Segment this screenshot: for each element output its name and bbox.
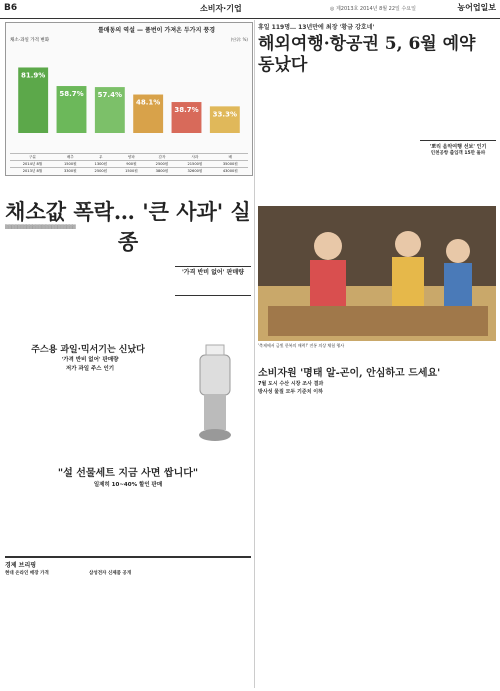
pull-quote-text: '가격 반비 없어' 판매량 <box>181 269 245 276</box>
table-cell: 900원 <box>116 161 147 168</box>
article-column <box>258 82 334 200</box>
bar-value-label: 38.7% <box>174 106 199 115</box>
table-cell: 2014년 8월 <box>10 161 55 168</box>
article-column <box>5 378 85 456</box>
main-headline: 채소값 폭락… '큰 사과' 실종 <box>5 199 251 254</box>
table-cell: 구분 <box>10 154 55 161</box>
article-column <box>258 400 334 686</box>
table-cell: 1500원 <box>116 168 147 175</box>
deck-line: '가격 반비 없어' 판매량 <box>61 357 119 363</box>
table-cell: 32600원 <box>177 168 212 175</box>
table-row <box>10 161 248 168</box>
table-cell: 2500원 <box>86 168 117 175</box>
article-column <box>175 296 251 336</box>
deck-line: 7월 도시 수산 시장 조사 결과 <box>258 381 324 387</box>
table-row <box>10 168 248 175</box>
article-column: ▒▒▒▒▒▒▒▒▒▒▒▒▒▒▒▒▒▒▒▒▒▒▒ <box>5 224 76 229</box>
article-column <box>89 578 169 683</box>
chart-title: 틀매동의 역설 — 품번이 가져온 두가지 풍경 <box>98 27 216 34</box>
article-column <box>90 224 170 336</box>
table-cell: 1500원 <box>55 161 86 168</box>
pull-quote <box>175 266 251 296</box>
article-column <box>175 492 251 552</box>
article-column <box>5 492 85 552</box>
page-header <box>0 0 500 19</box>
mid-deck: 인천공항 출입객 15만 돌파 <box>430 151 486 156</box>
subhead-deck: 일제히 10~40% 할인 판매 <box>93 482 163 488</box>
fish-headline: 소비자원 '명태 알-곤이, 안심하고 드세요' <box>258 368 441 379</box>
table-cell: 43000원 <box>213 168 248 175</box>
article-column <box>173 566 251 683</box>
deck-line: 방사성 물질 모두 기준치 이하 <box>258 389 323 395</box>
table-cell: 3800원 <box>147 168 178 175</box>
briefing-item: 삼성전자 신제품 공개 <box>89 571 132 576</box>
table-cell: 2500원 <box>147 161 178 168</box>
article-column <box>420 380 496 686</box>
newspaper-name: 농어업일보 <box>457 2 496 12</box>
deck-line: 저가 과일 주스 인기 <box>65 366 115 372</box>
juicer-photo <box>180 340 250 450</box>
table-cell: 배추 <box>55 154 86 161</box>
chart-subtitle: 채소·과일 가격 변화 <box>10 38 50 43</box>
article-column <box>90 378 175 456</box>
bar-value-label: 81.9% <box>21 71 46 80</box>
price-infographic <box>5 22 253 176</box>
table-cell: 사과 <box>177 154 212 161</box>
table-cell: 2013년 8월 <box>10 168 55 175</box>
mid-subhead: '뽀리 음악여행 선보' 인기 <box>420 140 496 150</box>
bar-chart <box>6 43 252 153</box>
festival-photo <box>258 206 496 341</box>
column-divider <box>254 20 255 688</box>
chart-unit: (단위: %) <box>230 37 248 42</box>
issue-date: ◎ 제2013호 2014년 8월 22일 수요일 <box>330 6 416 12</box>
table-cell: 배 <box>213 154 248 161</box>
table-cell: 35000원 <box>213 161 248 168</box>
kicker: 휴일 119명… 13년만에 최장 '황금 강호네' <box>258 24 375 31</box>
table-cell: 무 <box>86 154 117 161</box>
subheadline-juice: 주스용 과일·믹서기는 신났다 <box>31 345 145 355</box>
page-number: B6 <box>4 3 18 13</box>
article-column <box>90 492 170 552</box>
table-cell: 3300원 <box>55 168 86 175</box>
table-cell: 21500원 <box>177 161 212 168</box>
photo-caption: '축제에서 금빛 한복의 매력!' 전통 의상 체험 행사 <box>258 343 345 348</box>
table-row <box>10 154 248 161</box>
briefing-box <box>5 556 251 688</box>
table-cell: 양파 <box>116 154 147 161</box>
table-cell: 1300원 <box>86 161 117 168</box>
subheadline-gift-set: "설 선물세트 지금 사면 쌉니다" <box>57 468 199 479</box>
article-column <box>175 224 251 264</box>
briefing-title: 경제 브리핑 <box>5 562 37 569</box>
bar-value-label: 48.1% <box>136 98 161 107</box>
price-table <box>10 153 248 174</box>
bar-value-label: 33.3% <box>212 110 237 119</box>
article-column <box>5 578 85 683</box>
bar-value-label: 58.7% <box>59 90 84 99</box>
section-title: 소비자·기업 <box>200 4 242 13</box>
article-column <box>420 82 496 132</box>
article-column <box>420 160 496 200</box>
bar-value-label: 57.4% <box>97 91 122 100</box>
article-column <box>339 380 415 686</box>
article-column <box>339 82 415 200</box>
fish-deck <box>258 380 338 396</box>
briefing-item: 현대 온라인 매장 가격 <box>5 571 49 576</box>
travel-headline: 해외여행·항공권 5, 6월 예약 동났다 <box>258 34 476 75</box>
table-cell: 감자 <box>147 154 178 161</box>
subhead-deck <box>30 356 150 374</box>
